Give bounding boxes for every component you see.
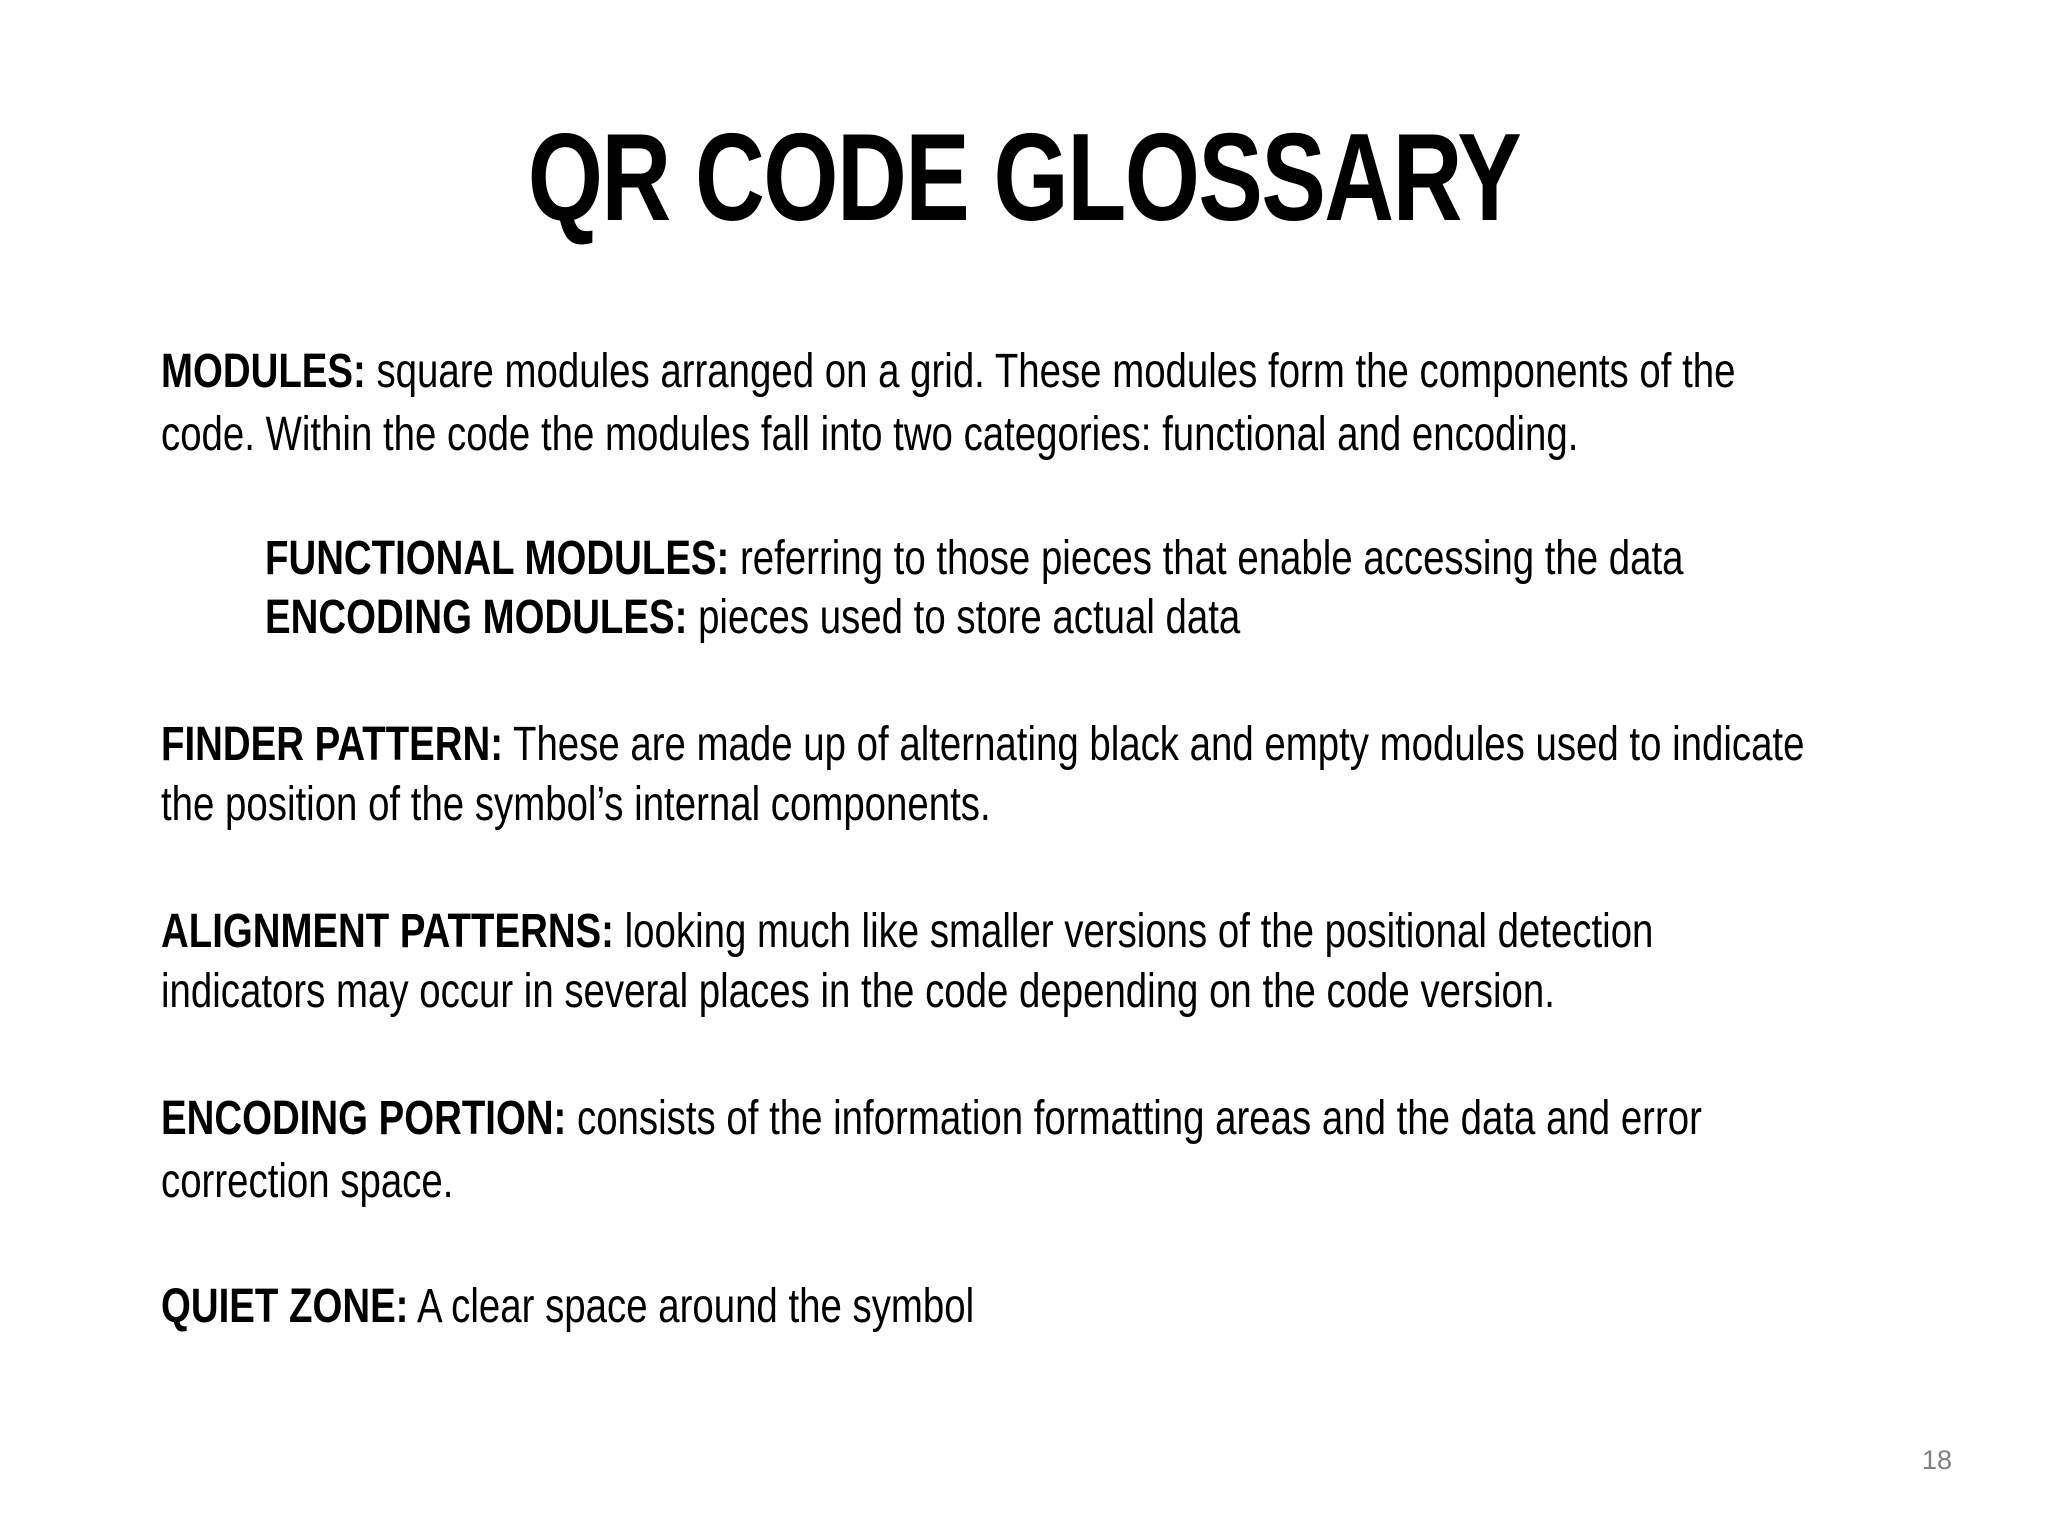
encoding-portion-entry-line1 [161, 1089, 1702, 1149]
encoding-portion-term: ENCODING PORTION: [161, 1092, 567, 1145]
alignment-patterns-term: ALIGNMENT PATTERNS: [161, 905, 614, 958]
functional-modules-entry [265, 529, 1769, 589]
quiet-zone-definition: A clear space around the symbol [408, 1280, 975, 1333]
quiet-zone-entry [161, 1277, 1665, 1337]
encoding-portion-definition-line2: correction space. [161, 1155, 454, 1208]
modules-entry-line2 [161, 405, 1665, 465]
encoding-modules-term: ENCODING MODULES: [265, 591, 688, 644]
finder-pattern-entry-line1 [161, 715, 1805, 775]
functional-modules-definition: referring to those pieces that enable accessing the data [729, 532, 1684, 585]
modules-entry-line1 [161, 342, 1736, 402]
alignment-patterns-entry-line2 [161, 962, 1665, 1022]
finder-pattern-definition-line2: the position of the symbol’s internal components. [161, 778, 991, 831]
encoding-modules-entry [265, 588, 1769, 648]
finder-pattern-entry-line2 [161, 775, 1665, 835]
finder-pattern-definition-line1: These are made up of alternating black and empty modules used to indicate [503, 718, 1805, 771]
alignment-patterns-entry-line1 [161, 902, 1665, 962]
finder-pattern-term: FINDER PATTERN: [161, 718, 504, 771]
encoding-modules-definition: pieces used to store actual data [687, 591, 1241, 644]
alignment-patterns-definition-line2: indicators may occur in several places in the code depending on the code version. [161, 965, 1555, 1018]
functional-modules-term: FUNCTIONAL MODULES: [265, 532, 730, 585]
modules-term: MODULES: [161, 345, 366, 398]
alignment-patterns-definition-line1: looking much like smaller versions of the positional detection [613, 905, 1654, 958]
slide-title: QR CODE GLOSSARY [527, 109, 1521, 247]
page-number: 18 [1921, 1445, 1952, 1475]
quiet-zone-term: QUIET ZONE: [161, 1280, 409, 1333]
modules-definition-line1: square modules arranged on a grid. These modules form the components of the [365, 345, 1736, 398]
encoding-portion-definition-line1: consists of the information formatting areas and the data and error [566, 1092, 1702, 1145]
modules-definition-line2: code. Within the code the modules fall into two categories: functional and encoding. [161, 408, 1579, 461]
encoding-portion-entry-line2 [161, 1152, 1665, 1212]
